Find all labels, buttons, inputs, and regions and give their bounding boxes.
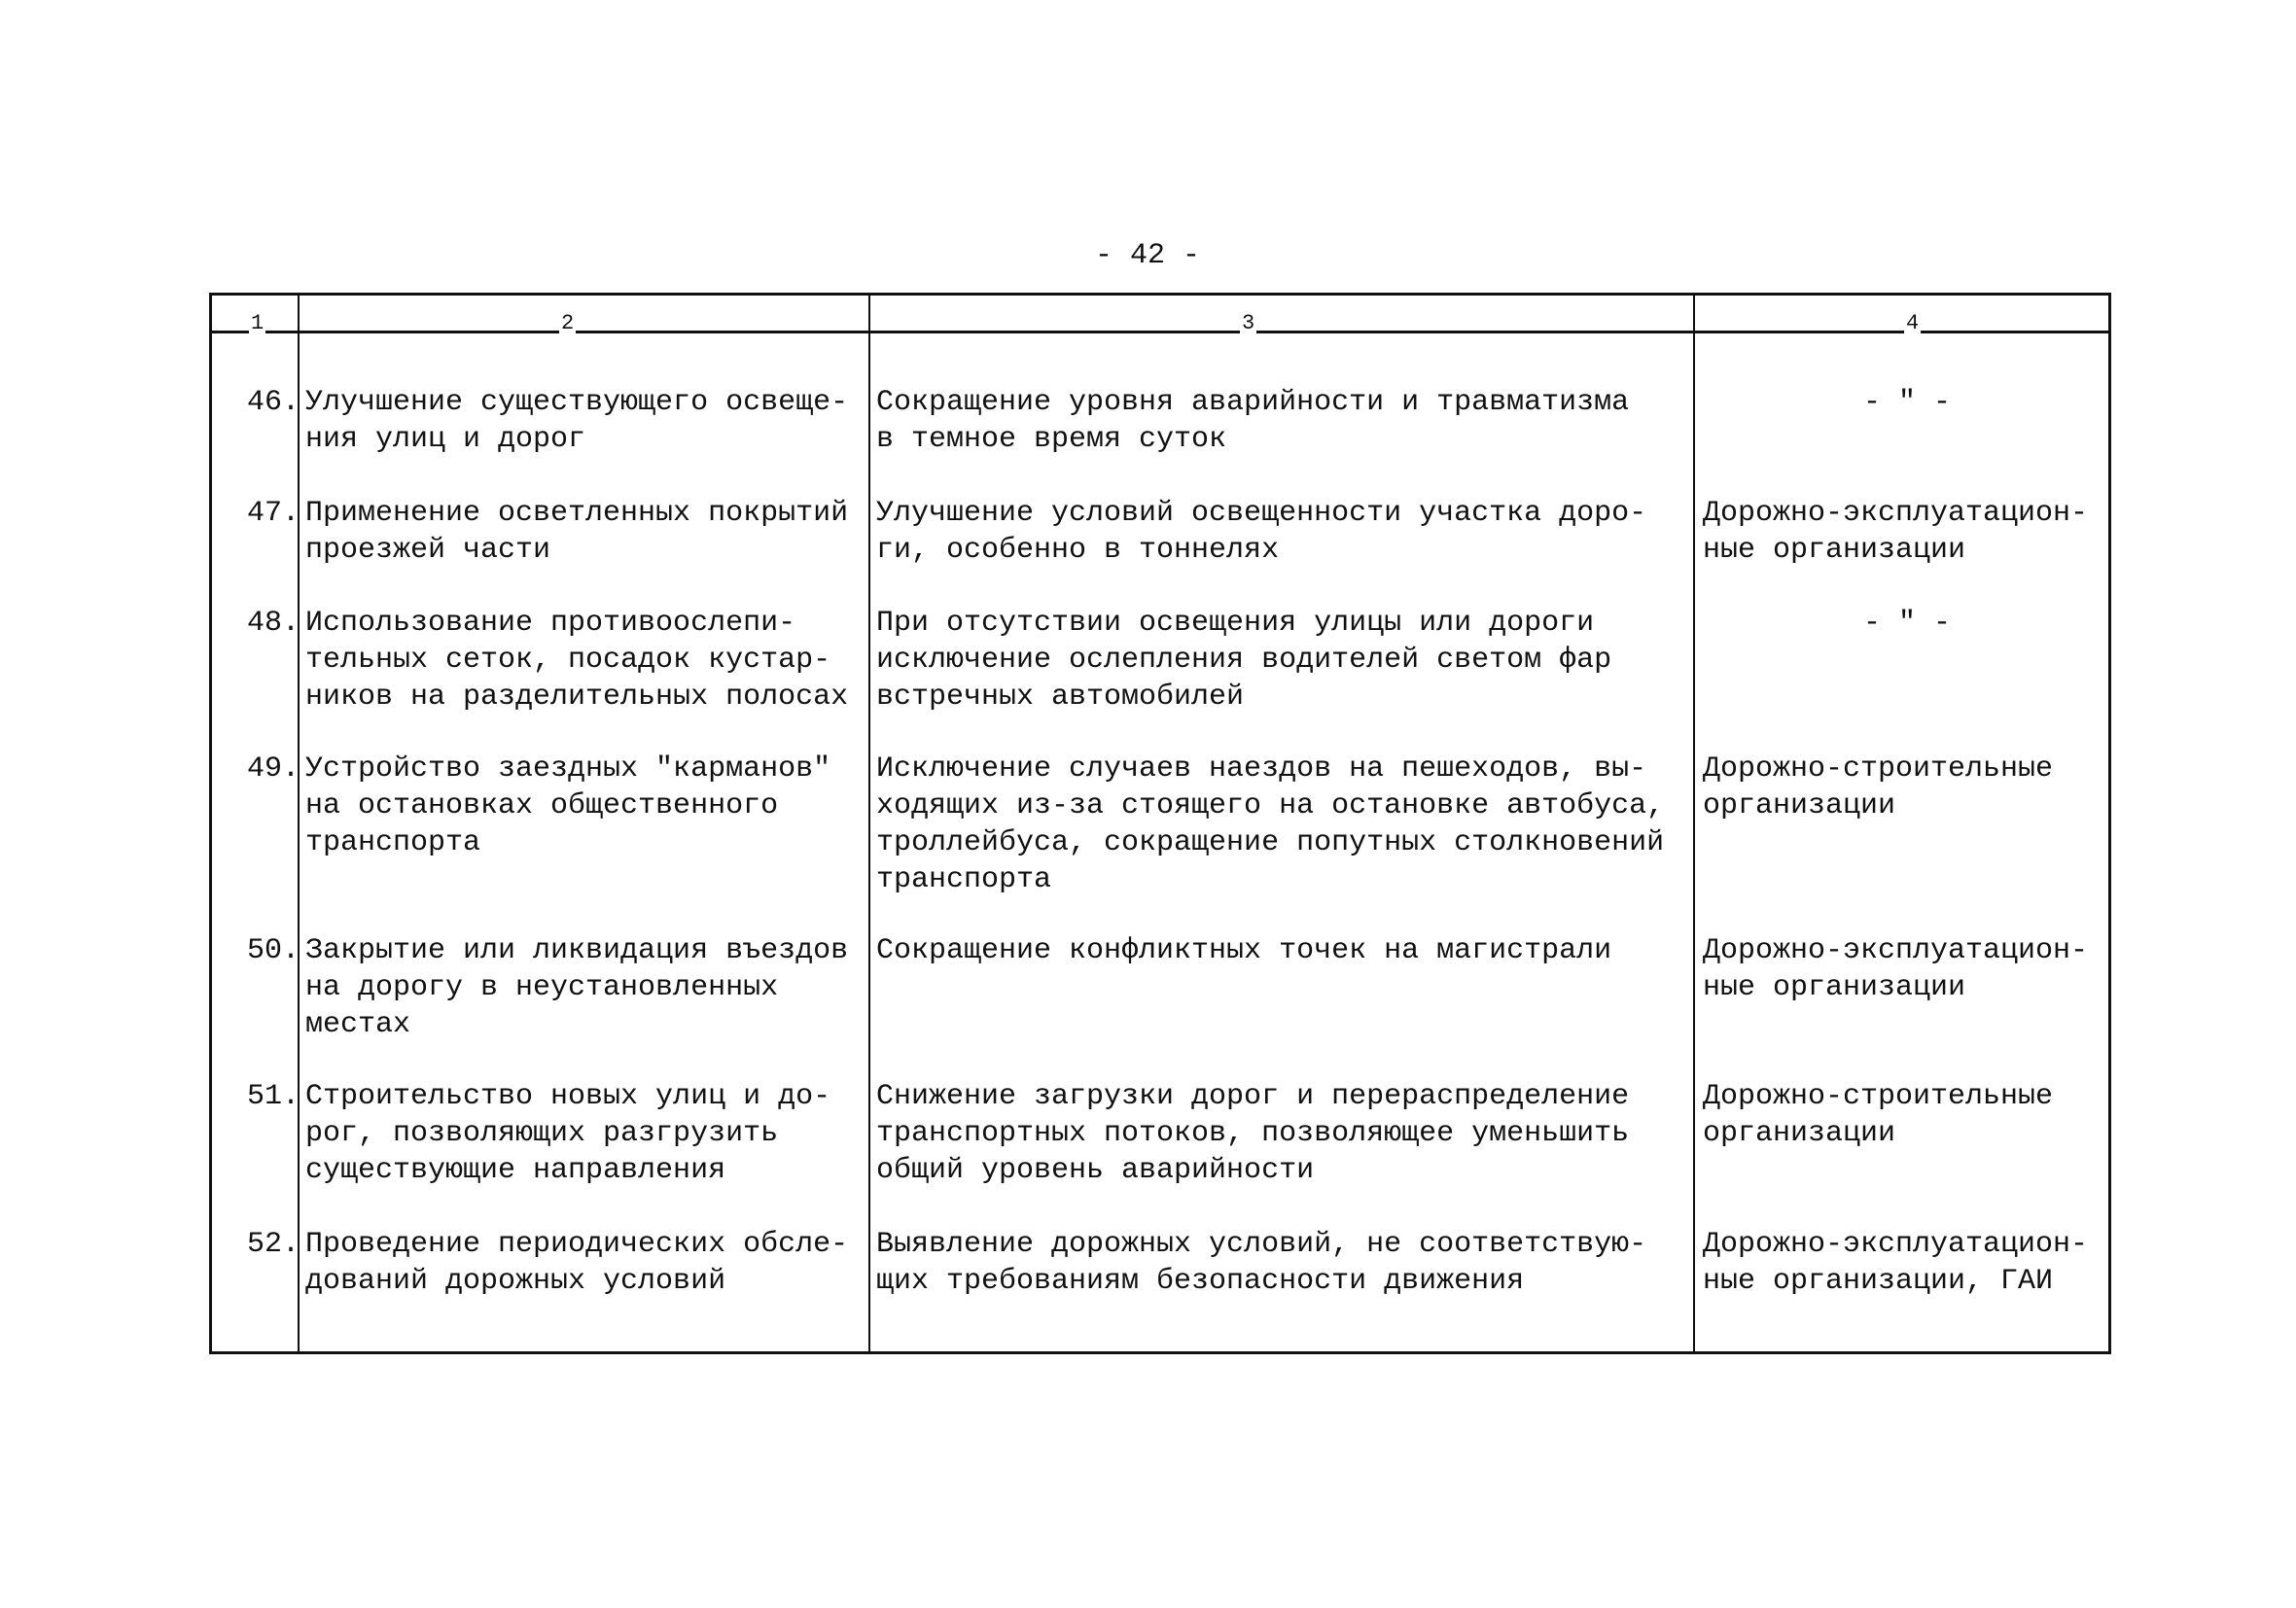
page-number: - 42 - — [1094, 239, 1201, 272]
measure-cell: Строительство новых улиц и до- рог, позволяющих разгрузить существующие направления — [305, 1080, 831, 1187]
row-number: 51. — [246, 1080, 300, 1113]
effect-cell: Исключение случаев наездов на пешеходов, вы- ходящих из-за стоящего на остановке автобуса, троллейбуса, сокращение попутных столкновений транспорта — [876, 752, 1665, 896]
executor-cell: Дорожно-строительные организации — [1703, 752, 2054, 822]
effect-cell: Сокращение конфликтных точек на магистрали — [876, 934, 1612, 967]
header-rule — [212, 331, 2108, 333]
column-number-3: 3 — [1242, 311, 1255, 335]
column-number-2: 2 — [561, 311, 575, 335]
measure-cell: Закрытие или ликвидация въездов на дорогу в неустановленных местах — [305, 934, 849, 1041]
row-number: 48. — [246, 607, 300, 640]
row-number: 49. — [246, 752, 300, 786]
measures-table — [209, 293, 2111, 1354]
column-number-1: 1 — [251, 311, 265, 335]
executor-cell: Дорожно-эксплуатацион- ные организации, ГАИ — [1703, 1228, 2089, 1298]
row-number: 46. — [246, 386, 300, 419]
executor-cell: Дорожно-эксплуатацион- ные организации — [1703, 497, 2089, 567]
row-number: 52. — [246, 1228, 300, 1261]
measure-cell: Улучшение существующего освеще- ния улиц и дорог — [305, 386, 849, 456]
measure-cell: Проведение периодических обсле- дований дорожных условий — [305, 1228, 849, 1298]
column-divider — [1693, 296, 1695, 1351]
executor-cell: Дорожно-эксплуатацион- ные организации — [1703, 934, 2089, 1004]
executor-cell: - " - — [1862, 607, 1951, 640]
effect-cell: Сокращение уровня аварийности и травматизма в темное время суток — [876, 386, 1630, 456]
measure-cell: Применение осветленных покрытий проезжей части — [305, 497, 849, 567]
column-divider — [868, 296, 870, 1351]
executor-cell: Дорожно-строительные организации — [1703, 1080, 2054, 1150]
column-number-4: 4 — [1906, 311, 1920, 335]
row-number: 50. — [246, 934, 300, 967]
row-number: 47. — [246, 497, 300, 530]
measure-cell: Устройство заездных "карманов" на остановках общественного транспорта — [305, 752, 831, 859]
executor-cell: - " - — [1862, 386, 1951, 419]
effect-cell: Выявление дорожных условий, не соответствую- щих требованиям безопасности движения — [876, 1228, 1647, 1298]
effect-cell: При отсутствии освещения улицы или дороги исключение ослепления водителей светом фар встречных автомобилей — [876, 607, 1612, 714]
column-divider — [298, 296, 300, 1351]
effect-cell: Улучшение условий освещенности участка доро- ги, особенно в тоннелях — [876, 497, 1647, 567]
effect-cell: Снижение загрузки дорог и перераспределение транспортных потоков, позволяющее уменьшить общий уровень аварийности — [876, 1080, 1630, 1187]
measure-cell: Использование противоослепи- тельных сеток, посадок кустар- ников на разделительных полосах — [305, 607, 849, 714]
